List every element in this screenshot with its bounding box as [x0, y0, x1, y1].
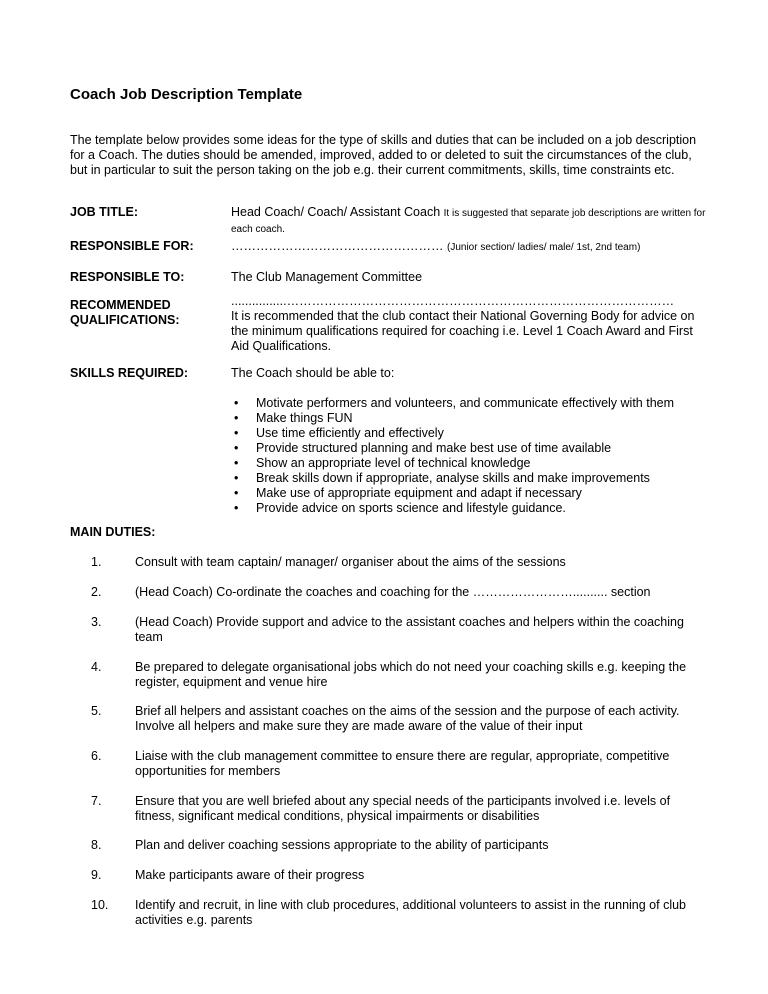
- responsible-for-label: RESPONSIBLE FOR:: [70, 239, 194, 253]
- bullet-icon: •: [234, 441, 239, 455]
- duty-number: 8.: [91, 838, 102, 852]
- responsible-for-note: (Junior section/ ladies/ male/ 1st, 2nd team): [446, 242, 641, 253]
- duty-number: 3.: [91, 615, 102, 629]
- list-item-text: Motivate performers and volunteers, and communicate effectively with them: [256, 396, 675, 410]
- skills-list: [231, 396, 674, 516]
- job-title-label: JOB TITLE:: [70, 205, 139, 219]
- duty-text: (Head Coach) Provide support and advice to the assistant coaches and helpers within the coaching team: [135, 615, 684, 644]
- duty-text: Ensure that you are well briefed about any special needs of the participants involved i.e. levels of fitness, significant medical conditions, physical impairments or disabilities: [135, 794, 671, 823]
- list-item: [231, 501, 674, 516]
- list-item: [231, 486, 674, 501]
- list-item-text: Use time efficiently and effectively: [256, 426, 444, 440]
- responsible-to-value: The Club Management Committee: [231, 270, 423, 284]
- skills-label: SKILLS REQUIRED:: [70, 366, 189, 380]
- bullet-icon: •: [234, 471, 239, 485]
- qualifications-label-line1: RECOMMENDED: [70, 298, 171, 312]
- responsible-for-dots: ……………………………………………: [231, 239, 444, 253]
- job-title-note: It is suggested that separate job descriptions are written for each coach.: [231, 208, 706, 235]
- job-title-value: [231, 205, 711, 237]
- list-item: [231, 396, 674, 411]
- duty-number: 9.: [91, 868, 102, 882]
- bullet-icon: •: [234, 426, 239, 440]
- bullet-icon: •: [234, 456, 239, 470]
- duty-number: 5.: [91, 704, 102, 718]
- duty-number: 2.: [91, 585, 102, 599]
- list-item: [231, 441, 674, 456]
- responsible-to-label: RESPONSIBLE TO:: [70, 270, 185, 284]
- qualifications-label: [70, 298, 179, 328]
- qualifications-value: It is recommended that the club contact their National Governing Body for advice on the minimum qualifications required for coaching i.e. Level 1 Coach Award and First Aid Qualifications.: [231, 309, 695, 353]
- duty-number: 10.: [91, 898, 109, 912]
- bullet-icon: •: [234, 396, 239, 410]
- duty-text: Brief all helpers and assistant coaches on the aims of the session and the purpose of each activity. Involve all helpers and make sure they are made aware of the value of their input: [135, 704, 680, 733]
- duty-number: 6.: [91, 749, 102, 763]
- list-item-text: Provide structured planning and make best use of time available: [256, 441, 612, 455]
- duty-text: Consult with team captain/ manager/ organiser about the aims of the sessions: [135, 555, 566, 569]
- list-item: [231, 426, 674, 441]
- bullet-icon: •: [234, 486, 239, 500]
- duty-text: Be prepared to delegate organisational jobs which do not need your coaching skills e.g. keeping the register, equipment and venue hire: [135, 660, 687, 689]
- qualifications-dots: ................…………………………………………………………………………………: [231, 294, 675, 308]
- duty-text: Plan and deliver coaching sessions appropriate to the ability of participants: [135, 838, 549, 852]
- duty-text: Liaise with the club management committee to ensure there are regular, appropriate, competitive opportunities for members: [135, 749, 670, 778]
- list-item: [231, 456, 674, 471]
- qualifications-label-line2: QUALIFICATIONS:: [70, 313, 180, 327]
- page-title: Coach Job Description Template: [70, 86, 303, 103]
- list-item-text: Provide advice on sports science and lifestyle guidance.: [256, 501, 566, 515]
- list-item-text: Show an appropriate level of technical knowledge: [256, 456, 531, 470]
- job-title-text: Head Coach/ Coach/ Assistant Coach: [231, 205, 441, 219]
- duty-number: 7.: [91, 794, 102, 808]
- duty-number: 1.: [91, 555, 102, 569]
- duty-text: Make participants aware of their progress: [135, 868, 365, 882]
- list-item: [231, 411, 674, 426]
- list-item-text: Break skills down if appropriate, analyse skills and make improvements: [256, 471, 650, 485]
- main-duties-label: MAIN DUTIES:: [70, 525, 156, 539]
- bullet-icon: •: [234, 501, 239, 515]
- list-item-text: Make use of appropriate equipment and adapt if necessary: [256, 486, 582, 500]
- duty-text: (Head Coach) Co-ordinate the coaches and coaching for the …………………….......... section: [135, 585, 651, 599]
- intro-paragraph: The template below provides some ideas for the type of skills and duties that can be included on a job description for a Coach. The duties should be amended, improved, added to or deleted to suit the circumstances of the club, but in particular to suit the person taking on the job e.g. their current commitments, skills, time constraints etc.: [70, 133, 697, 177]
- duty-text: Identify and recruit, in line with club procedures, additional volunteers to assist in the running of club activities e.g. parents: [135, 898, 687, 927]
- bullet-icon: •: [234, 411, 239, 425]
- list-item: [231, 471, 674, 486]
- list-item-text: Make things FUN: [256, 411, 353, 425]
- responsible-for-value: [231, 239, 711, 255]
- skills-intro: The Coach should be able to:: [231, 366, 395, 380]
- duty-number: 4.: [91, 660, 102, 674]
